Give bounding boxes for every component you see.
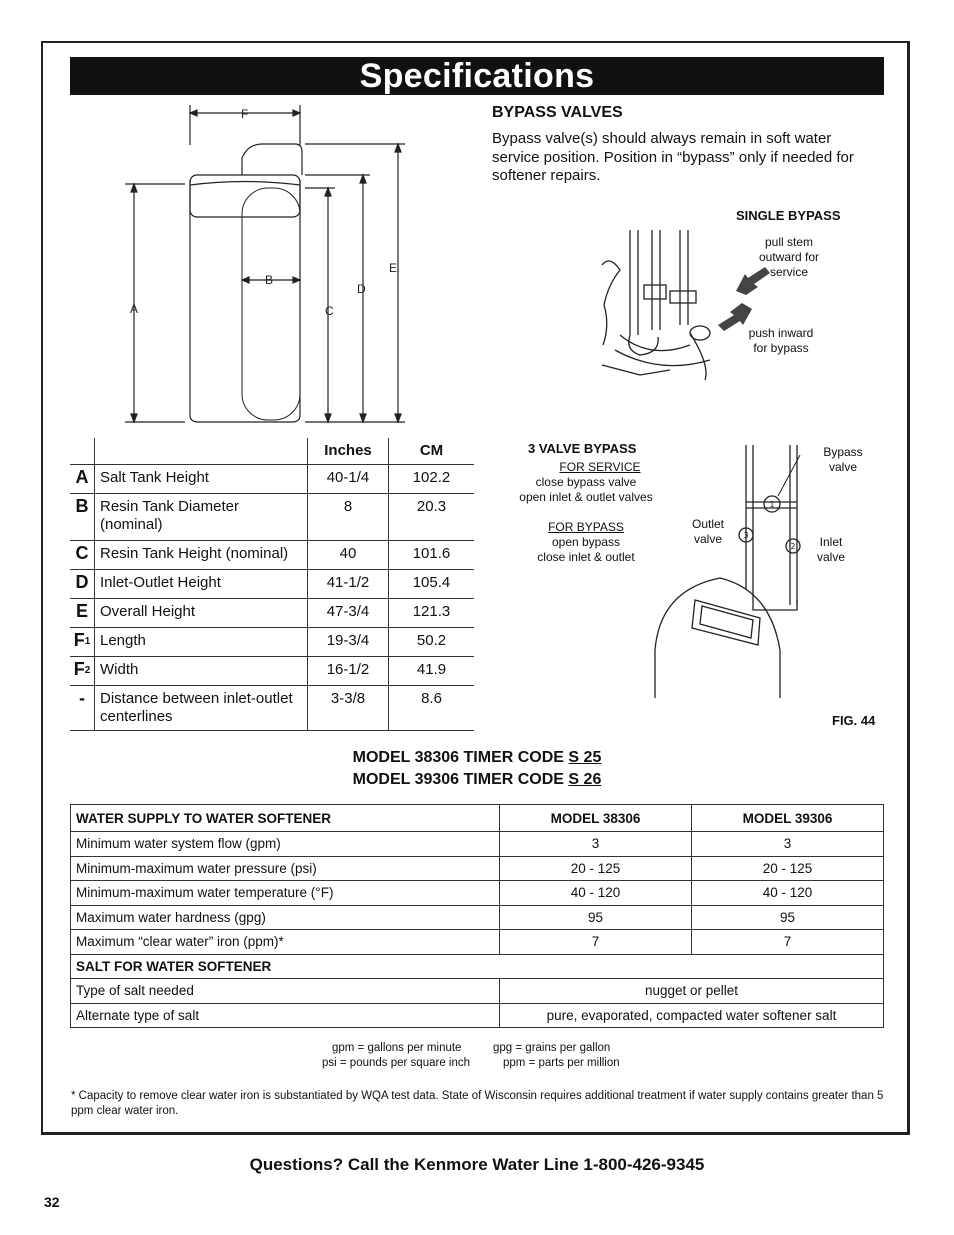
- title-bar: [70, 57, 884, 95]
- outlet-valve-label: Outlet valve: [691, 517, 724, 546]
- svg-text:2: 2: [790, 542, 796, 551]
- push-stem-label: push inward for bypass: [748, 326, 814, 355]
- row-desc: Resin Tank Diameter (nominal): [95, 494, 308, 541]
- spec-m2: 20 - 125: [692, 856, 884, 881]
- spec-header-row: [71, 805, 884, 832]
- row-letter: $F^2$: [70, 657, 95, 686]
- dim-label-c: C: [325, 304, 334, 318]
- row-desc: Resin Tank Height (nominal): [95, 541, 308, 570]
- row-inches: 40: [308, 541, 389, 570]
- spec-m1: 7: [500, 930, 692, 955]
- salt-value: pure, evaporated, compacted water softener salt: [500, 1003, 884, 1028]
- specifications-table: [70, 804, 884, 1028]
- spec-label: Minimum water system flow (gpm): [71, 832, 500, 857]
- row-inches: 3-3/8: [308, 686, 389, 731]
- spec-m1: 20 - 125: [500, 856, 692, 881]
- salt-label: Alternate type of salt: [71, 1003, 500, 1028]
- row-cm: 105.4: [389, 570, 475, 599]
- spec-m1: 3: [500, 832, 692, 857]
- spec-m2: 3: [692, 832, 884, 857]
- salt-label: Type of salt needed: [71, 979, 500, 1004]
- row-letter: $F^1$: [70, 628, 95, 657]
- salt-value: nugget or pellet: [500, 979, 884, 1004]
- section-water-supply: WATER SUPPLY TO WATER SOFTENER: [71, 805, 500, 832]
- table-row: [70, 541, 474, 570]
- bypass-body: Bypass valve(s) should always remain in soft water service position. Position in “bypass” only if needed for softener repairs.: [492, 130, 854, 184]
- single-bypass-heading: SINGLE BYPASS: [736, 208, 841, 223]
- spec-m1: 40 - 120: [500, 881, 692, 906]
- for-bypass-label: FOR BYPASS: [548, 520, 624, 534]
- row-desc: Distance between inlet-outlet centerlines: [95, 686, 308, 731]
- spec-section-row: [71, 954, 884, 979]
- spec-label: Minimum-maximum water pressure (psi): [71, 856, 500, 881]
- row-cm: 50.2: [389, 628, 475, 657]
- svg-text:3: 3: [743, 531, 749, 540]
- row-desc: Salt Tank Height: [95, 465, 308, 494]
- row-letter: B: [70, 494, 95, 541]
- row-letter: -: [70, 686, 95, 731]
- dim-label-b: B: [265, 273, 274, 287]
- bypass-heading: BYPASS VALVES: [492, 104, 623, 121]
- bypass-valve-label: Bypass valve: [823, 445, 863, 474]
- dimensions-header-row: [70, 438, 474, 465]
- table-row: [71, 979, 884, 1004]
- spec-m2: 40 - 120: [692, 881, 884, 906]
- dimensions-table: [70, 438, 474, 731]
- row-cm: 101.6: [389, 541, 475, 570]
- for-service-step2: open inlet & outlet valves: [519, 490, 653, 504]
- row-cm: 121.3: [389, 599, 475, 628]
- row-desc: Width: [95, 657, 308, 686]
- abbrev-psi: psi = pounds per square inch: [322, 1057, 471, 1069]
- col-cm: CM: [389, 438, 475, 465]
- row-inches: 40-1/4: [308, 465, 389, 494]
- row-inches: 47-3/4: [308, 599, 389, 628]
- col-inches: Inches: [308, 438, 389, 465]
- abbrev-gpg: gpg = grains per gallon: [493, 1042, 611, 1054]
- col-model-39306: MODEL 39306: [692, 805, 884, 832]
- spec-label: Maximum “clear water” iron (ppm)*: [71, 930, 500, 955]
- page-title: Specifications: [359, 57, 595, 95]
- page-number: 32: [44, 1194, 60, 1210]
- table-row: [71, 1003, 884, 1028]
- table-row: [71, 930, 884, 955]
- table-row: [70, 628, 474, 657]
- row-inches: 8: [308, 494, 389, 541]
- row-desc: Inlet-Outlet Height: [95, 570, 308, 599]
- for-service-step1: close bypass valve: [535, 475, 637, 489]
- row-desc: Overall Height: [95, 599, 308, 628]
- figure-caption: FIG. 44: [832, 713, 876, 728]
- table-row: [70, 570, 474, 599]
- spec-label: Minimum-maximum water temperature (°F): [71, 881, 500, 906]
- dim-label-f: F: [241, 107, 249, 121]
- row-inches: 41-1/2: [308, 570, 389, 599]
- table-row: [71, 881, 884, 906]
- table-row: [70, 599, 474, 628]
- inlet-valve-label: Inlet valve: [816, 535, 845, 564]
- table-row: [70, 657, 474, 686]
- row-cm: 41.9: [389, 657, 475, 686]
- for-service-label: FOR SERVICE: [559, 460, 641, 474]
- dim-label-d: D: [357, 282, 366, 296]
- footer-helpline: Questions? Call the Kenmore Water Line 1-800-426-9345: [249, 1155, 705, 1174]
- table-row: [71, 832, 884, 857]
- three-valve-bypass-heading: 3 VALVE BYPASS: [528, 441, 637, 456]
- spec-label: Maximum water hardness (gpg): [71, 905, 500, 930]
- for-bypass-step1: open bypass: [551, 535, 621, 549]
- row-cm: 20.3: [389, 494, 475, 541]
- model-line-1: MODEL 38306 TIMER CODE S 25: [352, 749, 602, 766]
- row-desc: Length: [95, 628, 308, 657]
- abbrev-gpm: gpm = gallons per minute: [332, 1042, 462, 1054]
- row-inches: 19-3/4: [308, 628, 389, 657]
- row-letter: D: [70, 570, 95, 599]
- table-row: [70, 494, 474, 541]
- spec-m2: 95: [692, 905, 884, 930]
- section-salt: SALT FOR WATER SOFTENER: [71, 954, 884, 979]
- footnote: * Capacity to remove clear water iron is substantiated by WQA test data. State of Wisconsin requires additional treatment if water supply contains greater than 5 ppm clear water iron.: [71, 1090, 884, 1117]
- col-model-38306: MODEL 38306: [500, 805, 692, 832]
- three-valve-bypass-illustration: [650, 440, 830, 700]
- row-cm: 102.2: [389, 465, 475, 494]
- row-cm: 8.6: [389, 686, 475, 731]
- row-inches: 16-1/2: [308, 657, 389, 686]
- for-bypass-step2: close inlet & outlet: [537, 550, 635, 564]
- table-row: [70, 686, 474, 731]
- softener-dimension-diagram: [120, 100, 410, 430]
- dim-label-a: A: [130, 302, 139, 316]
- svg-text:1: 1: [769, 500, 775, 509]
- row-letter: C: [70, 541, 95, 570]
- dim-label-e: E: [389, 261, 398, 275]
- abbrev-ppm: ppm = parts per million: [503, 1057, 620, 1069]
- table-row: [71, 856, 884, 881]
- model-line-2: MODEL 39306 TIMER CODE S 26: [352, 771, 602, 788]
- table-row: [70, 465, 474, 494]
- table-row: [71, 905, 884, 930]
- row-letter: E: [70, 599, 95, 628]
- row-letter: A: [70, 465, 95, 494]
- pull-stem-label: pull stem outward for service: [758, 235, 820, 279]
- spec-m1: 95: [500, 905, 692, 930]
- spec-m2: 7: [692, 930, 884, 955]
